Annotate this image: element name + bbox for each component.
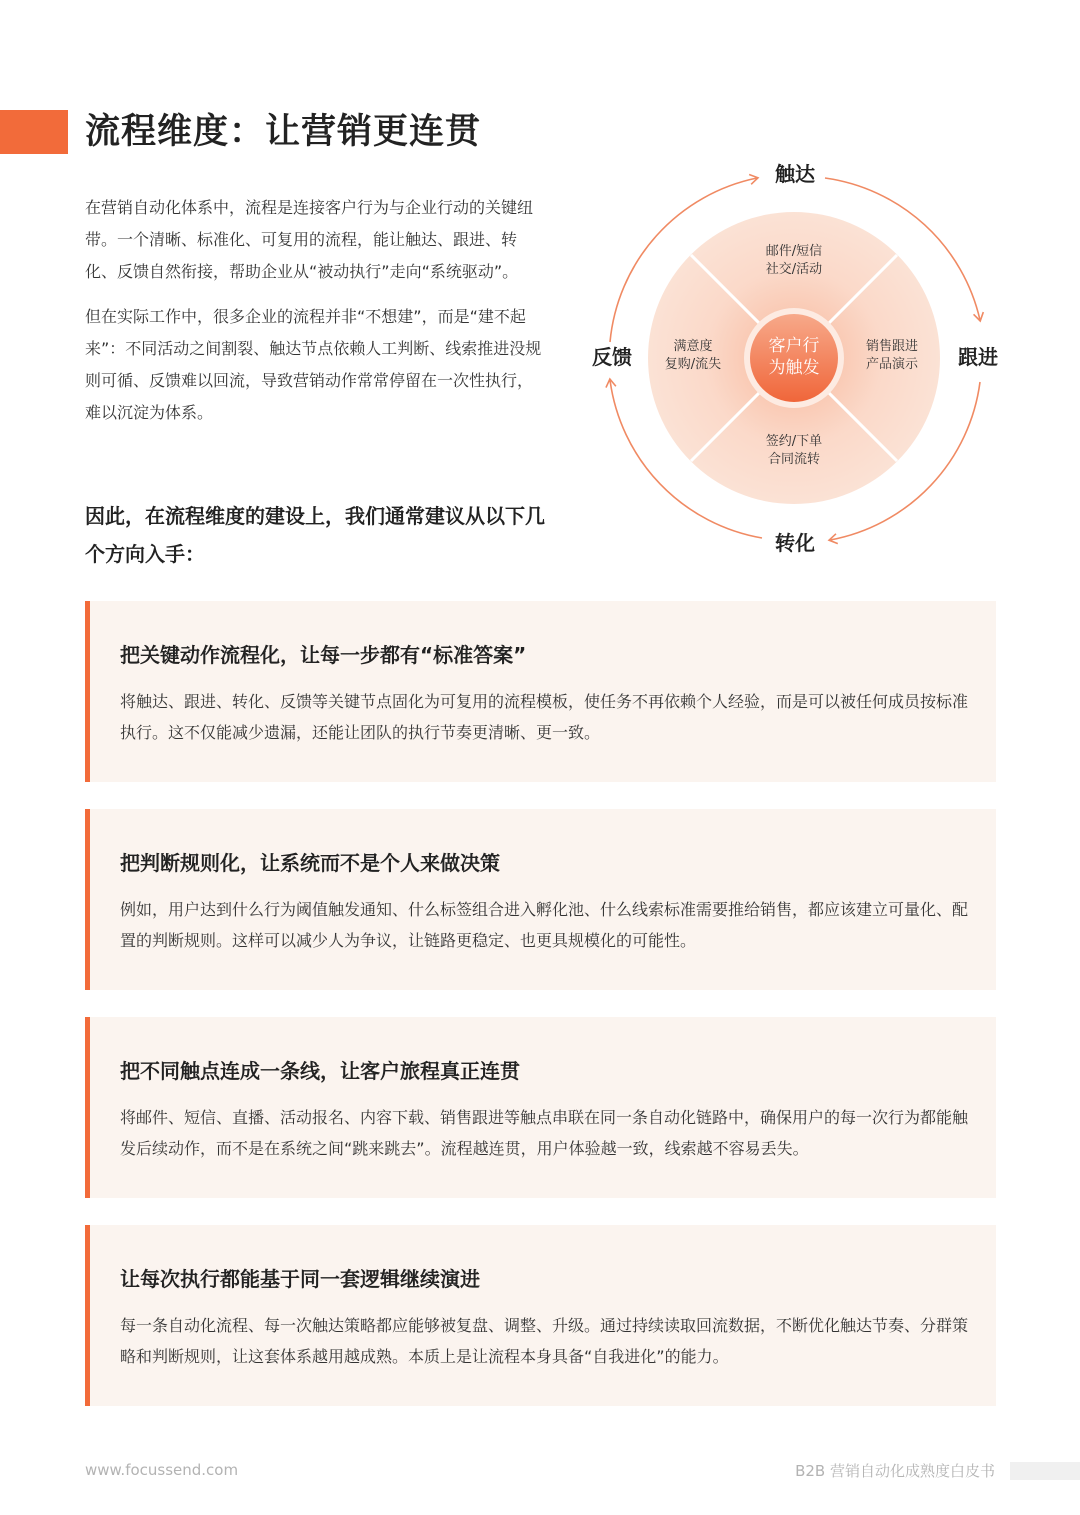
quadrant-line: 销售跟进 <box>865 339 918 354</box>
stage-convert-label: 转化 <box>775 531 815 555</box>
card-title: 把不同触点连成一条线，让客户旅程真正连贯 <box>120 1059 520 1083</box>
quadrant-reach-text <box>749 243 839 279</box>
intro-paragraph: 在营销自动化体系中，流程是连接客户行为与企业行动的关键纽带。一个清晰、标准化、可复用的流程，能让触达、跟进、转化、反馈自然衔接，帮助企业从“被动执行”走向“系统驱动”。 <box>85 198 534 281</box>
card-title: 把关键动作流程化，让每一步都有“标准答案” <box>120 643 527 667</box>
card-body: 每一条自动化流程、每一次触达策略都应能够被复盘、调整、升级。通过持续读取回流数据，不断优化触达节奏、分群策略和判断规则，让这套体系越用越成熟。本质上是让流程本身具备“自我进化”的能力。 <box>120 1316 969 1366</box>
footer-website-link[interactable]: www.focussend.com <box>85 1461 239 1479</box>
card-body: 将邮件、短信、直播、活动报名、内容下载、销售跟进等触点串联在同一条自动化链路中，确保用户的每一次行为都能触发后续动作，而不是在系统之间“跳来跳去”。流程越连贯，用户体验越一致，线索越不容易丢失。 <box>120 1108 969 1158</box>
recommendation-card <box>85 809 996 990</box>
stage-reach-label: 触达 <box>775 162 815 186</box>
card-title: 把判断规则化，让系统而不是个人来做决策 <box>120 851 500 875</box>
quadrant-line: 复购/流失 <box>664 357 722 372</box>
card-body: 例如，用户达到什么行为阈值触发通知、什么标签组合进入孵化池、什么线索标准需要推给销售，都应该建立可量化、配置的判断规则。这样可以减少人为争议，让链路更稳定、也更具规模化的可能性。 <box>120 900 969 950</box>
quadrant-feedback-text <box>648 338 738 374</box>
quadrant-line: 满意度 <box>673 339 713 354</box>
center-line: 客户行 <box>768 336 820 356</box>
intro-paragraph: 但在实际工作中，很多企业的流程并非“不想建”，而是“建不起来”：不同活动之间割裂、触达节点依赖人工判断、线索推进没规则可循、反馈难以回流，导致营销动作常常停留在一次性执行，难以沉淀为体系。 <box>85 307 542 422</box>
recommendation-card <box>85 1225 996 1406</box>
lead-statement: 因此，在流程维度的建设上，我们通常建议从以下几个方向入手： <box>85 504 545 566</box>
recommendation-card <box>85 601 996 782</box>
recommendation-card <box>85 1017 996 1198</box>
quadrant-line: 签约/下单 <box>765 434 823 449</box>
title-accent-bar <box>0 110 68 154</box>
card-title: 让每次执行都能基于同一套逻辑继续演进 <box>120 1267 480 1291</box>
quadrant-line: 邮件/短信 <box>765 244 823 259</box>
quadrant-convert-text <box>749 433 839 469</box>
card-body: 将触达、跟进、转化、反馈等关键节点固化为可复用的流程模板，使任务不再依赖个人经验，而是可以被任何成员按标准执行。这不仅能减少遗漏，还能让团队的执行节奏更清晰、更一致。 <box>120 692 969 742</box>
page-title: 流程维度：让营销更连贯 <box>85 112 482 152</box>
quadrant-line: 社交/活动 <box>765 262 823 277</box>
footer-document-title: B2B 营销自动化成熟度白皮书 <box>795 1462 995 1480</box>
process-cycle-diagram <box>580 150 1010 560</box>
quadrant-followup-text <box>847 338 937 374</box>
stage-feedback-label: 反馈 <box>592 345 632 369</box>
quadrant-line: 合同流转 <box>767 452 820 467</box>
center-line: 为触发 <box>768 358 820 378</box>
intro-section <box>85 192 545 442</box>
center-trigger-text <box>754 335 834 379</box>
footer-decoration <box>1010 1462 1080 1480</box>
stage-followup-label: 跟进 <box>958 345 998 369</box>
quadrant-line: 产品演示 <box>865 357 918 372</box>
